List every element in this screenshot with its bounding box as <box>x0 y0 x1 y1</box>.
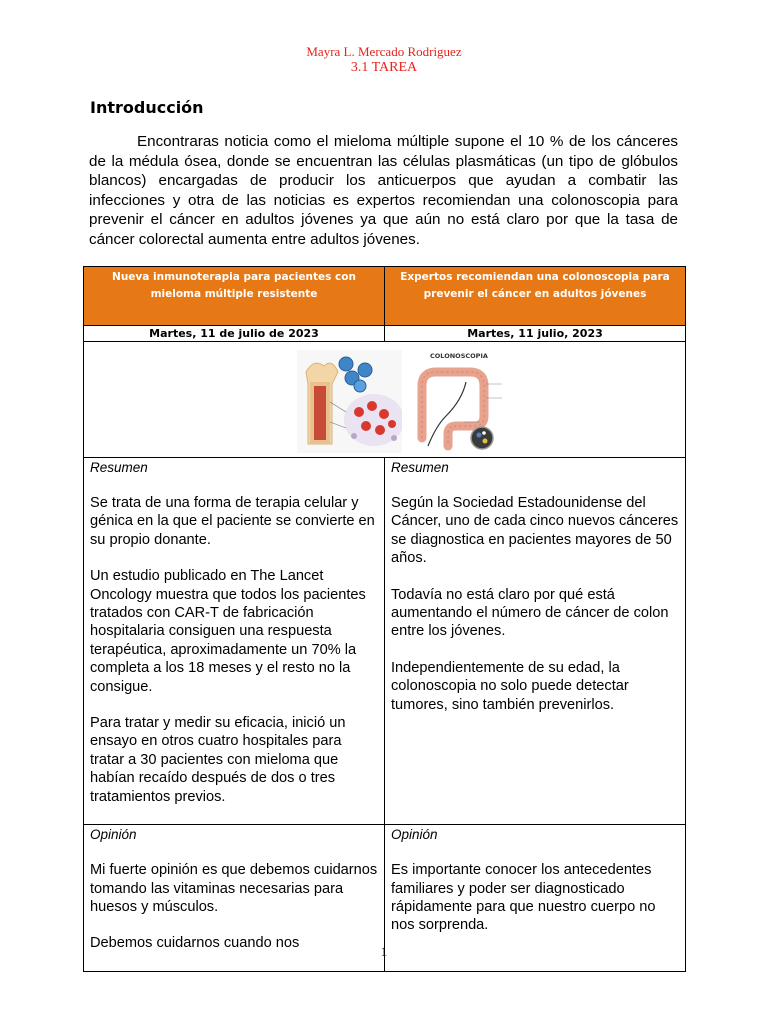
resumen-row <box>84 458 686 825</box>
table-header-row <box>84 267 686 326</box>
right-resumen-label: Resumen <box>391 460 449 475</box>
right-opinion-paragraph: Es importante conocer los antecedentes familiares y poder ser diagnosticado rápidamente para que nuestro cuerpo no nos sorprenda. <box>391 862 656 934</box>
assignment-title: 3.1 TAREA <box>350 60 418 75</box>
left-news-header: Nueva inmunoterapia para pacientes con mieloma múltiple resistente <box>84 267 385 326</box>
colonoscopy-illustration <box>402 348 512 454</box>
colonoscopy-image-title: COLONOSCOPIA <box>430 352 488 360</box>
author-name: Mayra L. Mercado Rodriguez <box>306 44 462 59</box>
right-resumen-cell <box>385 458 686 825</box>
left-resumen-label: Resumen <box>90 460 148 475</box>
date-row <box>84 326 686 342</box>
document-header <box>0 44 768 76</box>
bone-marrow-illustration <box>297 350 412 453</box>
right-resumen-paragraph: Todavía no está claro por qué está aumentando el número de cáncer de colon entre los jóvenes. <box>391 586 669 640</box>
left-resumen-cell <box>84 458 385 825</box>
right-news-date: Martes, 11 julio, 2023 <box>385 326 686 342</box>
image-row <box>84 342 686 458</box>
left-resumen-paragraph: Se trata de una forma de terapia celular y génica en la que el paciente se convierte en su propio donante. <box>90 495 375 548</box>
news-illustrations <box>84 342 686 457</box>
right-resumen-paragraph: Independientemente de su edad, la colonoscopia no solo puede detectar tumores, sino también prevenirlos. <box>391 659 629 713</box>
left-opinion-paragraph: Mi fuerte opinión es que debemos cuidarnos tomando las vitaminas necesarias para huesos y músculos. <box>90 862 378 915</box>
left-opinion-label: Opinión <box>90 827 137 843</box>
image-cell <box>84 342 686 458</box>
news-comparison-table <box>83 266 686 972</box>
left-resumen-paragraph: Para tratar y medir su eficacia, inició un ensayo en otros cuatro hospitales para tratar a 30 pacientes con mieloma que habían recaído después de dos o tres tratamientos previos. <box>90 715 346 805</box>
section-title: Introducción <box>90 98 204 117</box>
left-news-date: Martes, 11 de julio de 2023 <box>84 326 385 342</box>
right-opinion-label: Opinión <box>391 827 438 843</box>
left-opinion-paragraph: Debemos cuidarnos cuando nos <box>90 935 300 952</box>
right-resumen-paragraph: Según la Sociedad Estadounidense del Cáncer, uno de cada cinco nuevos cánceres se diagnostica en pacientes mayores de 50 años. <box>391 495 679 567</box>
page-number: 1 <box>380 944 388 959</box>
right-news-header: Expertos recomiendan una colonoscopia para prevenir el cáncer en adultos jóvenes <box>385 267 686 326</box>
left-resumen-paragraph: Un estudio publicado en The Lancet Oncology muestra que todos los pacientes tratados con CAR-T de fabricación hospitalaria consiguen una respuesta terapéutica, aproximadamente un 70% la completa a los 18 meses y el resto no la consigue. <box>90 568 366 695</box>
intro-paragraph: Encontraras noticia como el mieloma múltiple supone el 10 % de los cánceres de la médula ósea, donde se encuentran las células plasmáticas (un tipo de glóbulos blancos) encargadas de producir los anticuerpos que ayudan a combatir las infecciones y otra de las noticias es expertos recomiendan una colonoscopia para prevenir el cáncer en adultos jóvenes ya que aún no está claro por que la tasa de cáncer colorectal aumenta entre adultos jóvenes. <box>89 133 678 248</box>
